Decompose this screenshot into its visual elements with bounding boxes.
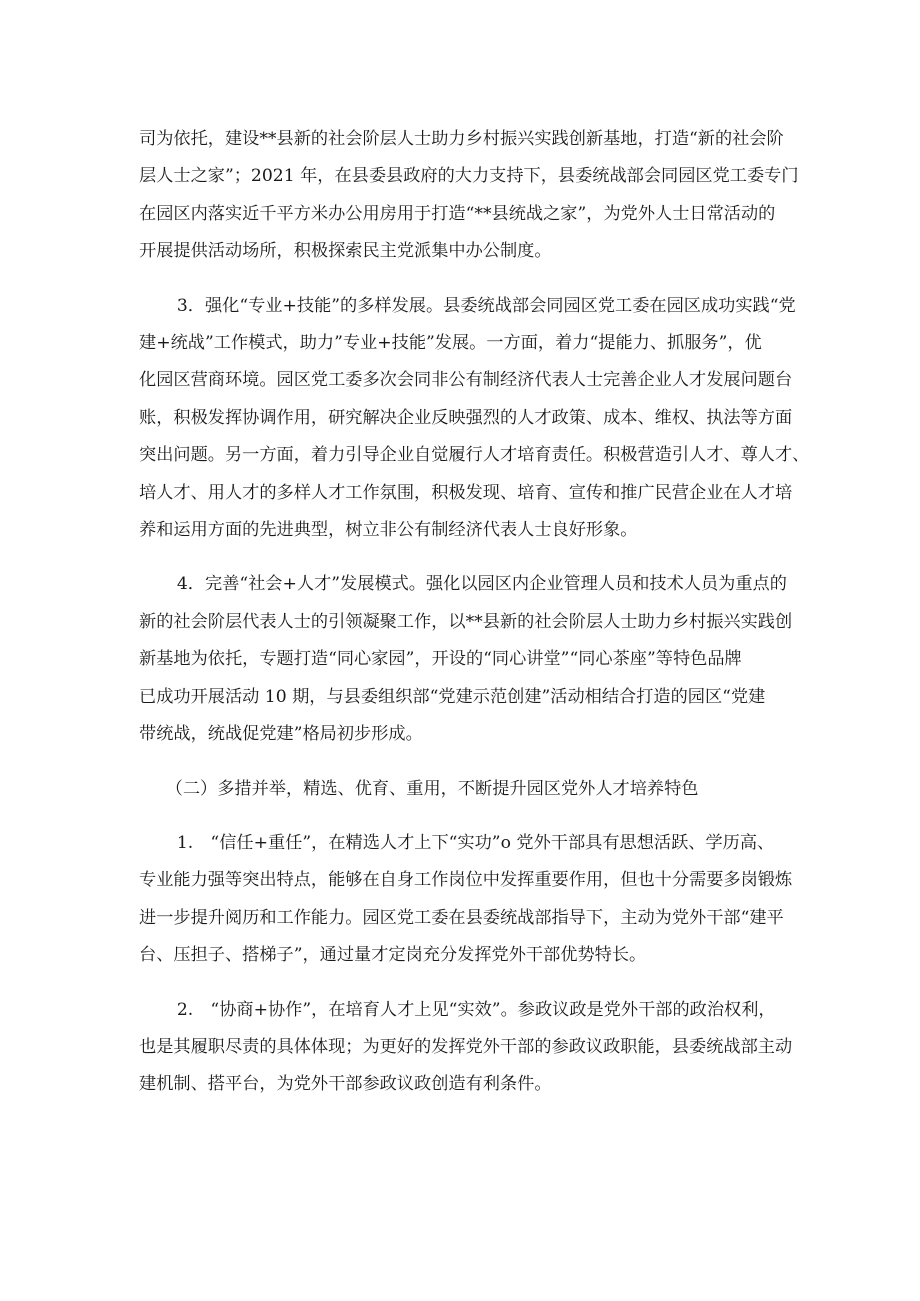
text-line: 养和运用方面的先进典型，树立非公有制经济代表人士良好形象。	[139, 520, 638, 541]
text-line: 1. “信任+重任”，在精选人才上下“实功”o 党外干部具有思想活跃、学历高、	[176, 832, 775, 853]
text-line: 已成功开展活动 10 期，与县委组织部“党建示范创建”活动相结合打造的园区“党建	[139, 686, 766, 707]
paragraph-4	[139, 825, 793, 975]
paragraph-2	[139, 288, 810, 550]
text-line: 新基地为依托，专题打造“同心家园”，开设的“同心讲堂”“同心茶座”等特色品牌	[139, 649, 742, 670]
text-line: 也是其履职尽责的具体体现；为更好的发挥党外干部的参政议政职能，县委统战部主动	[139, 1036, 793, 1057]
text-line: 建机制、搭平台，为党外干部参政议政创造有利条件。	[139, 1074, 552, 1095]
document-body	[139, 121, 810, 1121]
text-line: 层人士之家”；2021 年，在县委县政府的大力支持下，县委统战部会同园区党工委专门	[139, 166, 799, 187]
paragraph-3	[139, 566, 793, 753]
text-line: 在园区内落实近千平方米办公用房用于打造“**县统战之家”，为党外人士日常活动的	[139, 203, 776, 224]
text-line: 化园区营商环境。园区党工委多次会同非公有制经济代表人士完善企业人才发展问题台	[139, 370, 793, 391]
text-line: 进一步提升阅历和工作能力。园区党工委在县委统战部指导下，主动为党外干部“建平	[139, 907, 784, 928]
text-line: 3．强化“专业+技能”的多样发展。县委统战部会同园区党工委在园区成功实践“党	[176, 295, 796, 316]
text-line: 专业能力强等突出特点，能够在自身工作岗位中发挥重要作用，但也十分需要多岗锻炼	[139, 870, 793, 891]
text-line: 2. “协商+协作”，在培育人才上见“实效”。参政议政是党外干部的政治权利，	[176, 999, 776, 1020]
text-line: 带统战，统战促党建”格局初步形成。	[139, 724, 423, 745]
text-line: 建+统战”工作模式，助力”专业+技能”发展。一方面，着力“提能力、抓服务”，优	[139, 333, 762, 354]
paragraph-5	[139, 992, 793, 1104]
text-line: 台、压担子、搭梯子”，通过量才定岗充分发挥党外干部优势特长。	[139, 945, 647, 966]
text-line: 账，积极发挥协调作用，研究解决企业反映强烈的人才政策、成本、维权、执法等方面	[139, 407, 793, 428]
section-heading	[139, 771, 784, 808]
paragraph-1	[139, 121, 799, 271]
text-line: 4．完善“社会+人才”发展模式。强化以园区内企业管理人员和技术人员为重点的	[176, 574, 787, 595]
text-line: 司为依托，建设**县新的社会阶层人士助力乡村振兴实践创新基地，打造“新的社会阶	[139, 129, 784, 149]
text-line: 开展提供活动场所，积极探索民主党派集中办公制度。	[139, 241, 552, 262]
text-line: 突出问题。另一方面，着力引导企业自觉履行人才培育责任。积极营造引人才、尊人才、	[139, 445, 810, 466]
text-line: 培人才、用人才的多样人才工作氛围，积极发现、培育、宣传和推广民营企业在人才培	[139, 482, 793, 503]
text-line: 新的社会阶层代表人士的引领凝聚工作，以**县新的社会阶层人士助力乡村振兴实践创	[139, 611, 793, 632]
section-heading-text: （二）多措并举，精选、优育、重用，不断提升园区党外人才培养特色	[165, 778, 699, 799]
